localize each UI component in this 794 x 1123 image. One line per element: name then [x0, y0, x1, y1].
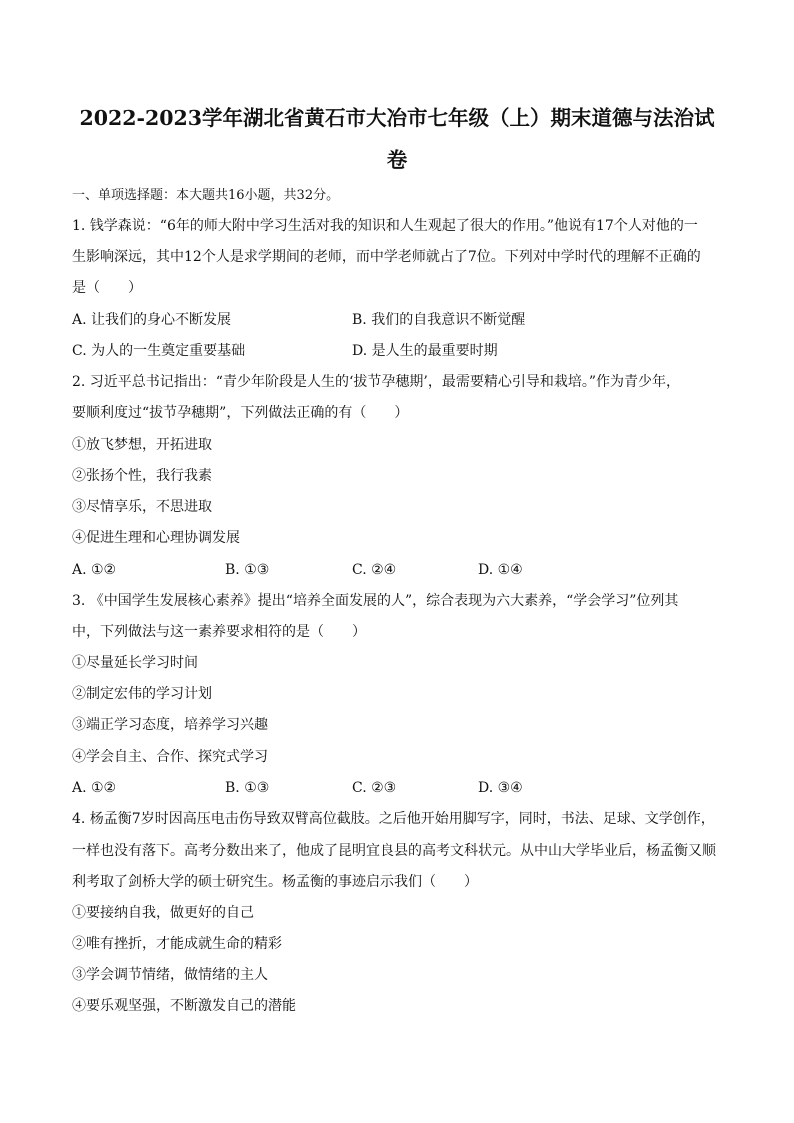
q3-item-2: ②制定宏伟的学习计划: [72, 686, 212, 702]
exam-title-line-1: 2022-2023学年湖北省黄石市大冶市七年级（上）期末道德与法治试: [79, 106, 715, 130]
q2-item-1: ①放飞梦想，开拓进取: [72, 437, 212, 453]
q1-option-a: A. 让我们的身心不断发展: [72, 312, 232, 328]
q2-item-4: ④促进生理和心理协调发展: [72, 530, 240, 546]
q2-option-c: C. ②④: [352, 562, 397, 578]
q2-option-b: B. ①③: [225, 562, 270, 578]
q4-item-2: ②唯有挫折，才能成就生命的精彩: [72, 936, 282, 952]
q4-stem-line-3: 利考取了剑桥大学的硕士研究生。杨孟衡的事迹启示我们（ ）: [72, 874, 478, 890]
exam-title-line-2: 卷: [386, 148, 408, 172]
q3-stem-line-2: 中，下列做法与这一素养要求相符的是（ ）: [72, 624, 366, 640]
q3-option-a: A. ①②: [72, 780, 117, 796]
q2-stem-line-2: 要顺利度过“拔节孕穗期”，下列做法正确的有（ ）: [72, 405, 409, 421]
q1-stem-line-3: 是（ ）: [72, 280, 142, 296]
q4-stem-line-1: 4. 杨孟衡7岁时因高压电击伤导致双臂高位截肢。之后他开始用脚写字，同时，书法、足球、文学创作，: [72, 811, 715, 827]
section-heading: 一、单项选择题：本大题共16小题，共32分。: [72, 188, 340, 203]
q1-stem-line-2: 生影响深远，其中12个人是求学期间的老师，而中学老师就占了7位。下列对中学时代的理解不正确的: [72, 249, 701, 265]
q2-option-d: D. ①④: [478, 562, 523, 578]
q2-item-2: ②张扬个性，我行我素: [72, 468, 212, 484]
q4-item-4: ④要乐观坚强，不断激发自己的潜能: [72, 998, 296, 1014]
q3-item-1: ①尽量延长学习时间: [72, 655, 198, 671]
q2-option-a: A. ①②: [72, 562, 117, 578]
q1-stem-line-1: 1. 钱学森说：“6年的师大附中学习生活对我的知识和人生观起了很大的作用。”他说有17个人对他的一: [72, 218, 698, 234]
q2-item-3: ③尽情享乐，不思进取: [72, 499, 212, 515]
q3-option-c: C. ②③: [352, 780, 397, 796]
q3-option-b: B. ①③: [225, 780, 270, 796]
q2-stem-line-1: 2. 习近平总书记指出：“青少年阶段是人生的‘拔节孕穗期’，最需要精心引导和栽培。”作为青少年，: [72, 374, 681, 390]
q3-option-d: D. ③④: [478, 780, 523, 796]
q1-option-d: D. 是人生的最重要时期: [352, 343, 498, 359]
q3-stem-line-1: 3. 《中国学生发展核心素养》提出“培养全面发展的人”，综合表现为六大素养，“学会学习”位列其: [72, 593, 679, 609]
q1-option-c: C. 为人的一生奠定重要基础: [72, 343, 246, 359]
q4-item-1: ①要接纳自我，做更好的自己: [72, 905, 254, 921]
q4-item-3: ③学会调节情绪，做情绪的主人: [72, 967, 268, 983]
q4-stem-line-2: 一样也没有落下。高考分数出来了，他成了昆明宜良县的高考文科状元。从中山大学毕业后，杨孟衡又顺: [72, 843, 716, 859]
q3-item-4: ④学会自主、合作、探究式学习: [72, 749, 268, 765]
q3-item-3: ③端正学习态度，培养学习兴趣: [72, 717, 268, 733]
q1-option-b: B. 我们的自我意识不断觉醒: [352, 312, 526, 328]
